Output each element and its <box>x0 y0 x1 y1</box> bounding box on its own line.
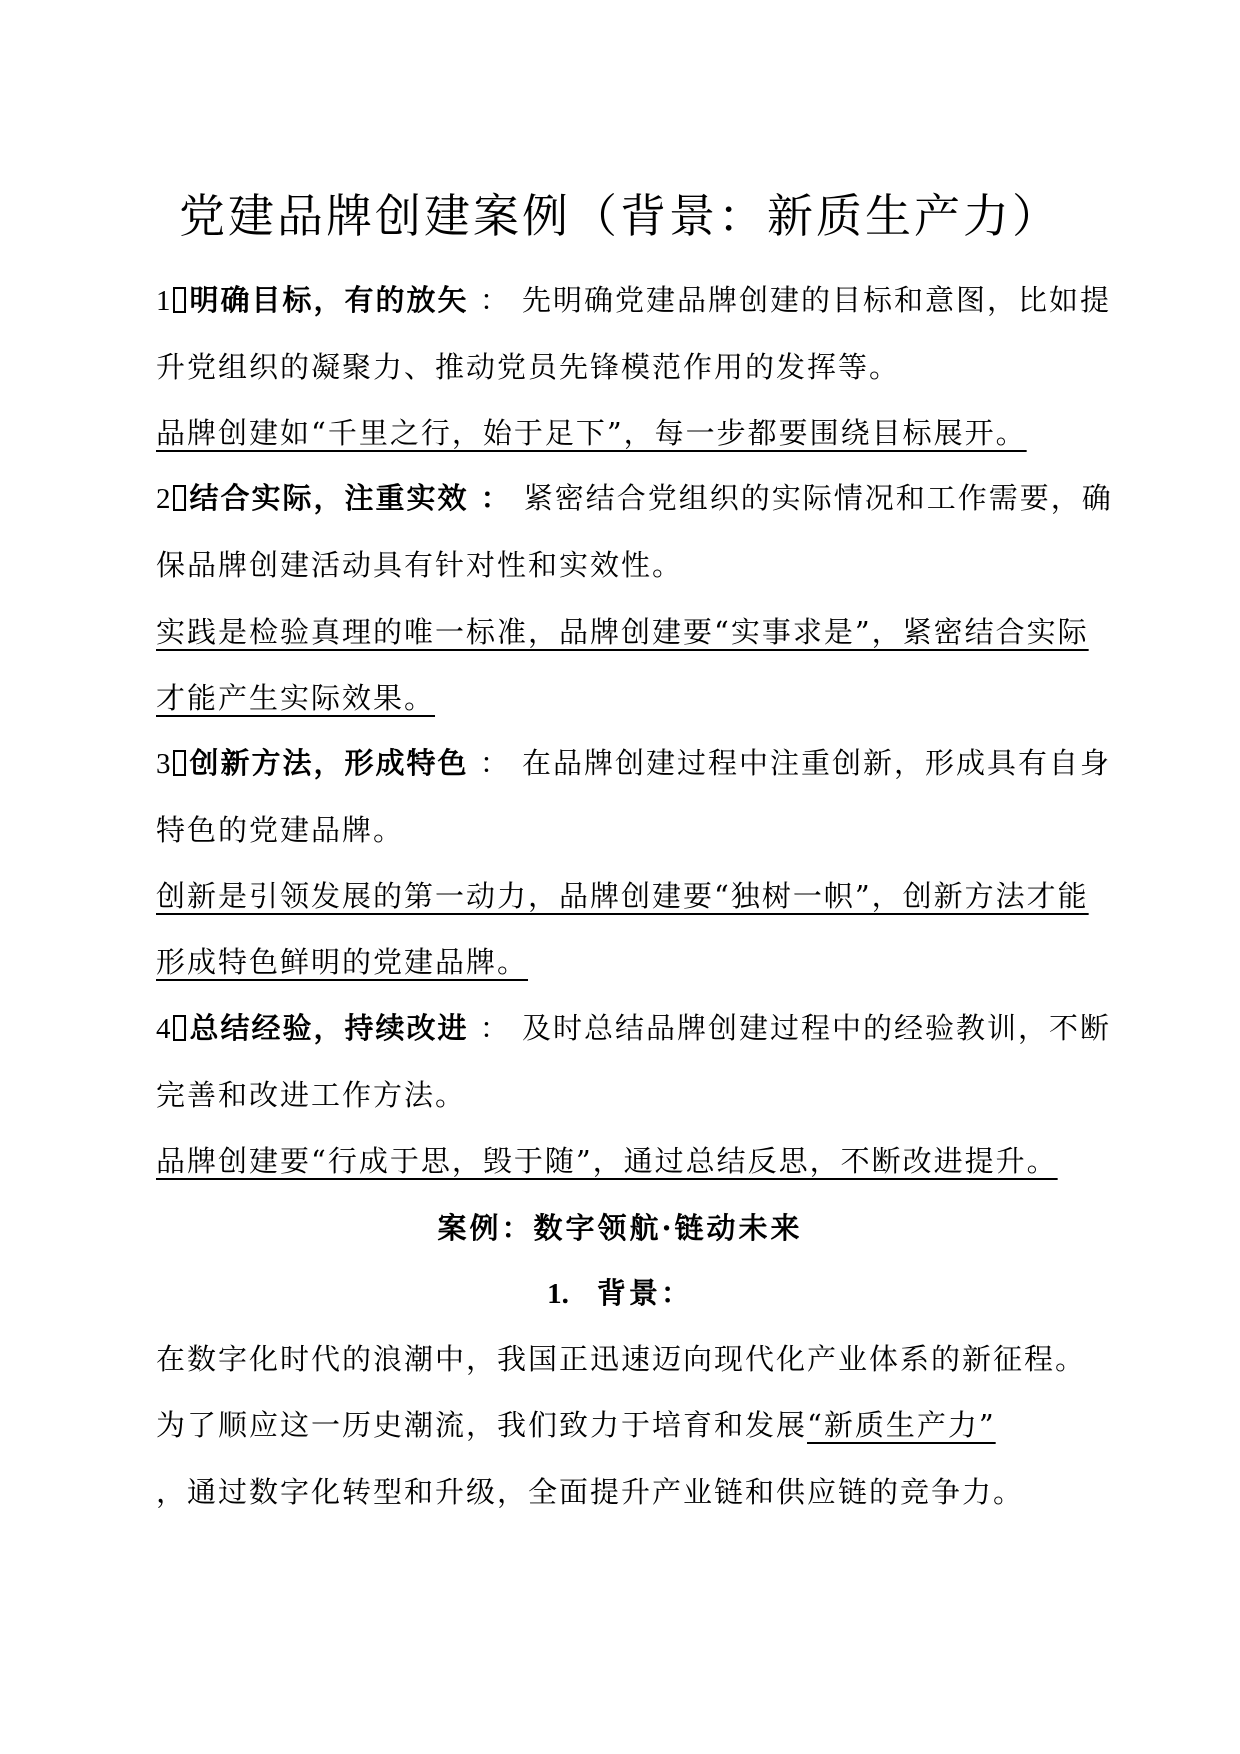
section-2-line-2: 保品牌创建活动具有针对性和实效性。 <box>156 548 684 582</box>
missing-glyph-box <box>173 750 186 776</box>
missing-glyph-box <box>173 485 186 511</box>
case-title: 案例：数字领航·链动未来 <box>437 1211 803 1245</box>
section-1-line-1: 1 明确目标，有的放矢 ： 先明确党建品牌创建的目标和意图，比如提 <box>156 283 1111 317</box>
section-2-line-1: 2 结合实际，注重实效 ： 紧密结合党组织的实际情况和工作需要，确 <box>156 481 1113 515</box>
section-4-line-2: 完善和改进工作方法。 <box>156 1078 467 1112</box>
section-heading: 创新方法，形成特色 <box>189 746 469 780</box>
section-number: 2 <box>156 483 171 515</box>
section-1-quote: 品牌创建如“千里之行，始于足下”，每一步都要围绕目标展开。 <box>156 416 1027 450</box>
background-number: 1. <box>547 1278 569 1310</box>
section-number: 1 <box>156 285 171 317</box>
section-3-quote-line-2: 形成特色鲜明的党建品牌。 <box>156 945 529 979</box>
section-number: 4 <box>156 1013 171 1045</box>
missing-glyph-box <box>173 287 186 313</box>
missing-glyph-box <box>173 1015 186 1041</box>
background-line-3: ，通过数字化转型和升级，全面提升产业链和供应链的竞争力。 <box>156 1475 1025 1509</box>
new-quality-productivity-quote: “新质生产力” <box>807 1408 996 1442</box>
section-text: 及时总结品牌创建过程中的经验教训，不断 <box>521 1011 1111 1045</box>
section-text: 先明确党建品牌创建的目标和意图，比如提 <box>521 283 1111 317</box>
background-line-2: 为了顺应这一历史潮流，我们致力于培育和发展“新质生产力” <box>156 1408 996 1442</box>
document-title: 党建品牌创建案例（背景：新质生产力） <box>179 189 1061 243</box>
section-2-quote-line-1: 实践是检验真理的唯一标准，品牌创建要“实事求是”，紧密结合实际 <box>156 615 1089 649</box>
section-text: 在品牌创建过程中注重创新，形成具有自身 <box>521 746 1111 780</box>
section-2-quote-line-2: 才能产生实际效果。 <box>156 681 436 715</box>
section-number: 3 <box>156 748 171 780</box>
section-4-line-1: 4 总结经验，持续改进 ： 及时总结品牌创建过程中的经验教训，不断 <box>156 1011 1111 1045</box>
section-1-line-2: 升党组织的凝聚力、推动党员先锋模范作用的发挥等。 <box>156 350 901 384</box>
section-heading: 明确目标，有的放矢 <box>189 283 469 317</box>
section-4-quote: 品牌创建要“行成于思，毁于随”，通过总结反思，不断改进提升。 <box>156 1144 1058 1178</box>
section-text: 紧密结合党组织的实际情况和工作需要，确 <box>523 481 1113 515</box>
section-heading: 总结经验，持续改进 <box>189 1011 469 1045</box>
background-heading: 1. 背景： <box>547 1276 693 1310</box>
section-heading: 结合实际，注重实效 <box>189 481 469 515</box>
section-3-line-2: 特色的党建品牌。 <box>156 813 405 847</box>
section-3-line-1: 3 创新方法，形成特色 ： 在品牌创建过程中注重创新，形成具有自身 <box>156 746 1111 780</box>
background-line-1: 在数字化时代的浪潮中，我国正迅速迈向现代化产业体系的新征程。 <box>156 1342 1087 1376</box>
section-3-quote-line-1: 创新是引领发展的第一动力，品牌创建要“独树一帜”，创新方法才能 <box>156 879 1089 913</box>
